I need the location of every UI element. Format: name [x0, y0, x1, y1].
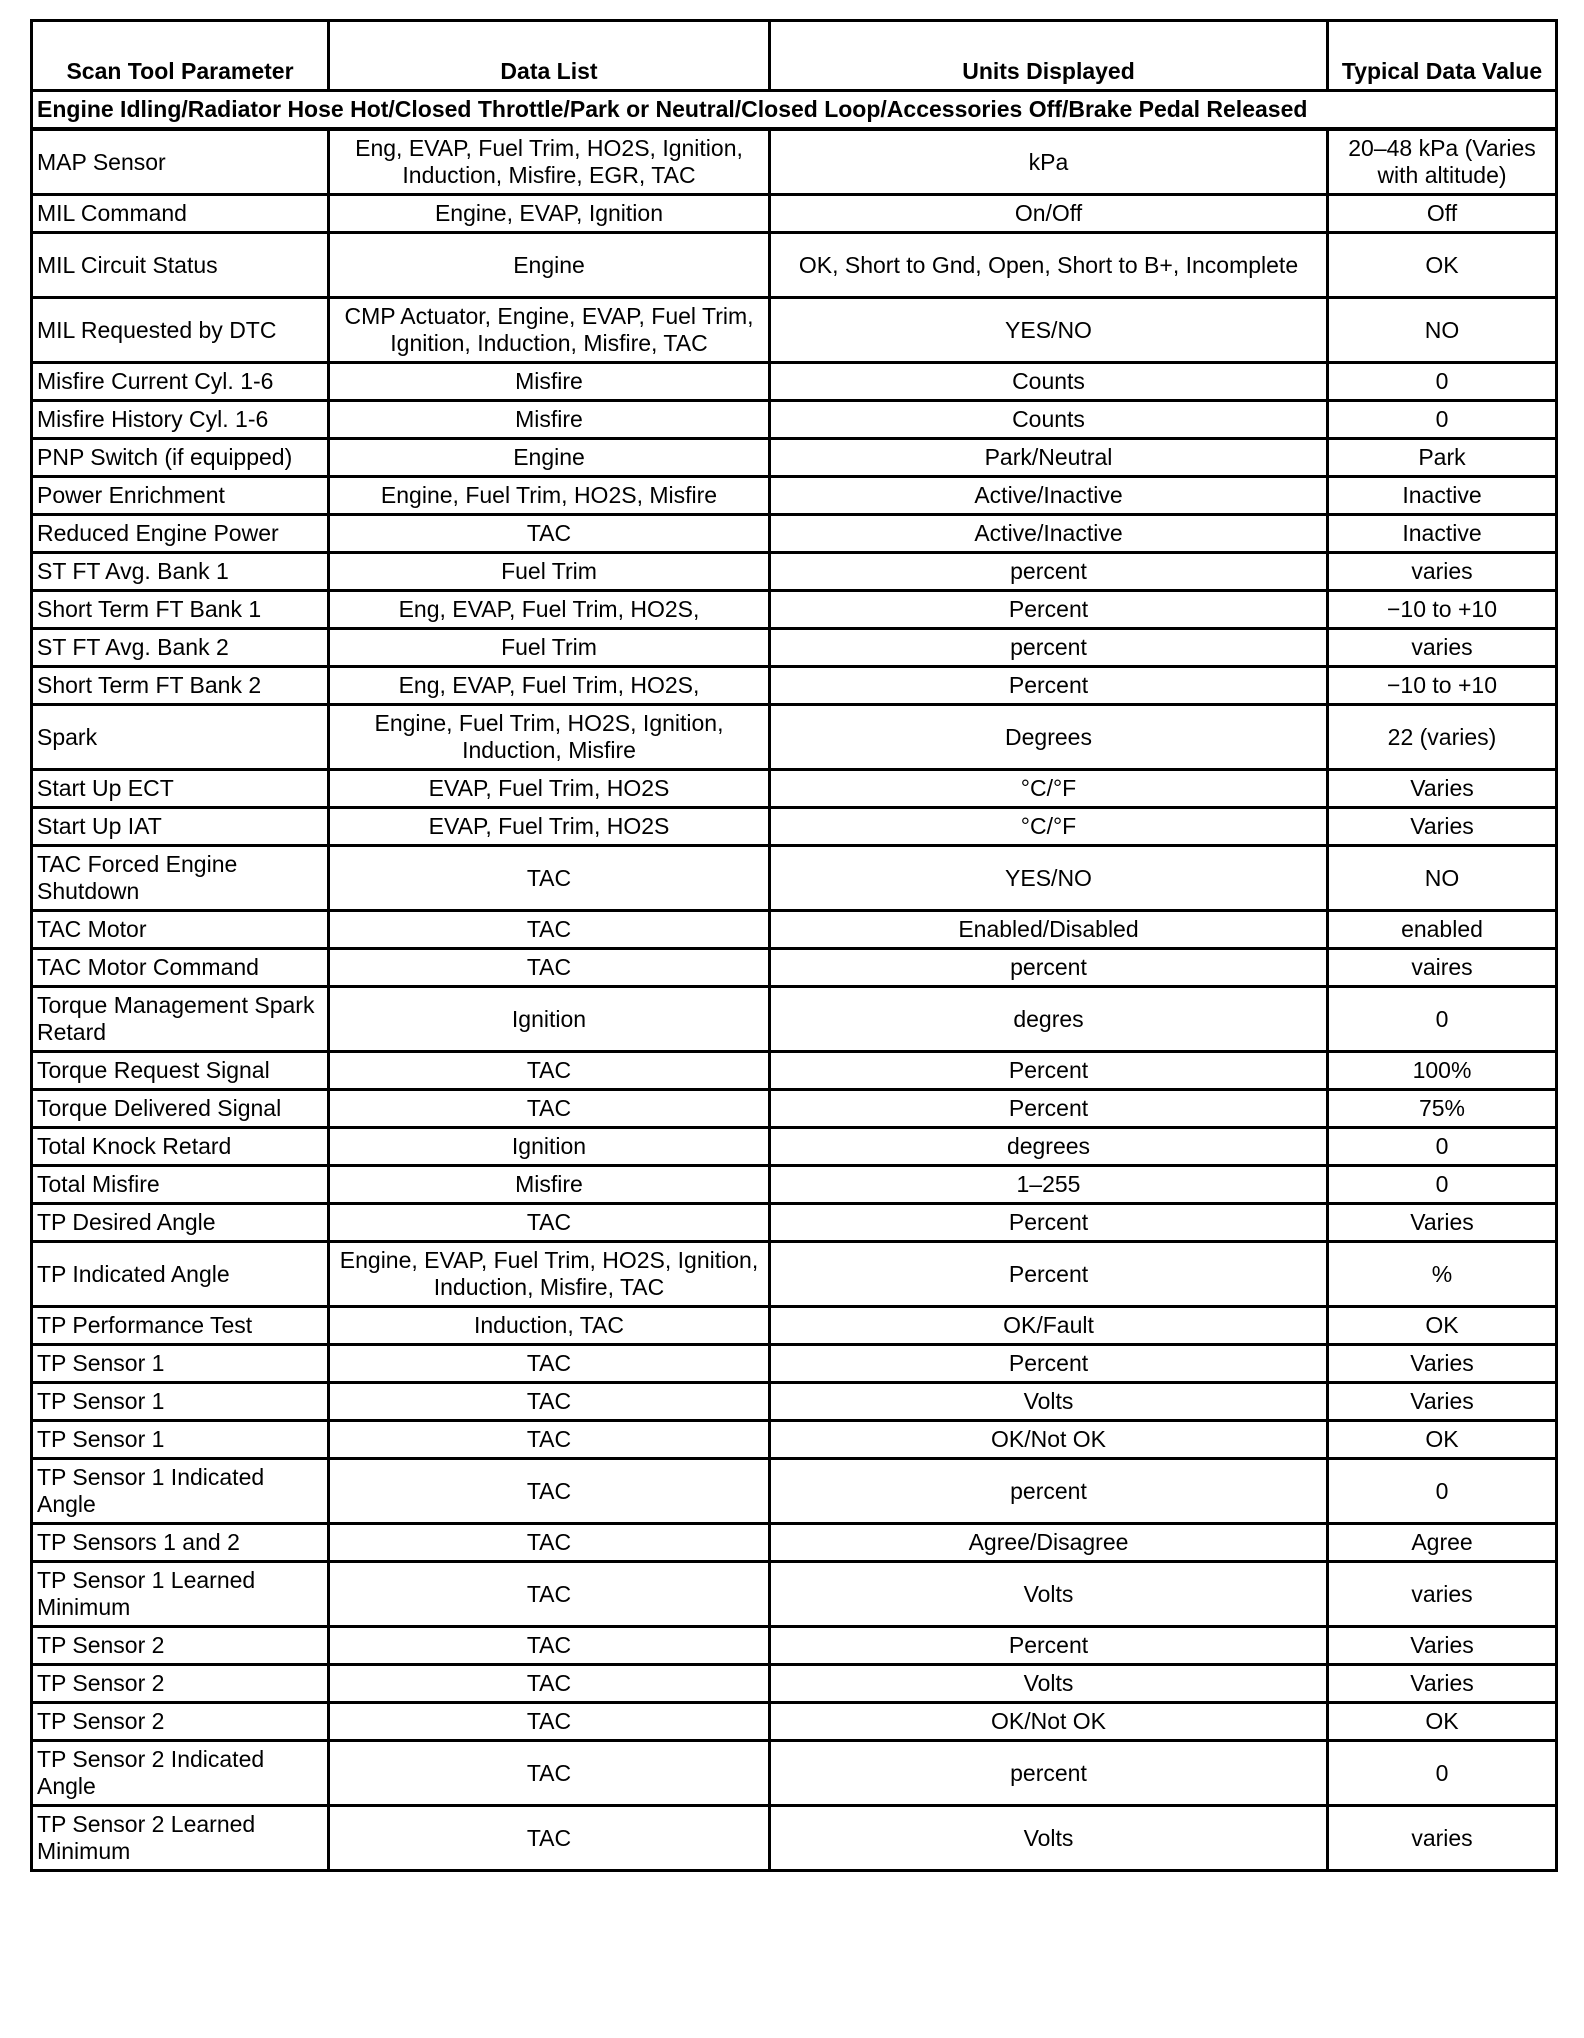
table-row	[32, 1307, 1557, 1345]
typical-value-cell: Inactive	[1328, 477, 1557, 515]
parameter-cell: TP Sensor 2	[32, 1703, 329, 1741]
data-list-cell: Eng, EVAP, Fuel Trim, HO2S,	[329, 667, 770, 705]
data-list-cell: TAC	[329, 1524, 770, 1562]
table-row	[32, 1665, 1557, 1703]
parameter-cell: MIL Requested by DTC	[32, 298, 329, 363]
table-row	[32, 1052, 1557, 1090]
table-row	[32, 1090, 1557, 1128]
data-list-cell: Induction, TAC	[329, 1307, 770, 1345]
parameter-cell: PNP Switch (if equipped)	[32, 439, 329, 477]
units-cell: OK/Not OK	[770, 1421, 1328, 1459]
parameter-cell: Spark	[32, 705, 329, 770]
units-cell: Percent	[770, 667, 1328, 705]
parameter-cell: Short Term FT Bank 1	[32, 591, 329, 629]
table-row	[32, 1128, 1557, 1166]
header-units-displayed: Units Displayed	[770, 21, 1328, 91]
table-row	[32, 667, 1557, 705]
units-cell: kPa	[770, 129, 1328, 195]
typical-value-cell: OK	[1328, 233, 1557, 298]
data-list-cell: TAC	[329, 949, 770, 987]
units-cell: Percent	[770, 1345, 1328, 1383]
data-list-cell: Fuel Trim	[329, 553, 770, 591]
data-list-cell: TAC	[329, 1459, 770, 1524]
typical-value-cell: 22 (varies)	[1328, 705, 1557, 770]
data-list-cell: Misfire	[329, 363, 770, 401]
typical-value-cell: OK	[1328, 1703, 1557, 1741]
units-cell: Percent	[770, 591, 1328, 629]
typical-value-cell: varies	[1328, 1562, 1557, 1627]
table-row	[32, 298, 1557, 363]
table-row	[32, 439, 1557, 477]
data-list-cell: Misfire	[329, 401, 770, 439]
data-list-cell: TAC	[329, 515, 770, 553]
parameter-cell: TP Sensor 2	[32, 1627, 329, 1665]
typical-value-cell: 0	[1328, 1166, 1557, 1204]
typical-value-cell: NO	[1328, 298, 1557, 363]
table-row	[32, 363, 1557, 401]
table-row	[32, 195, 1557, 233]
units-cell: OK, Short to Gnd, Open, Short to B+, Incomplete	[770, 233, 1328, 298]
typical-value-cell: Varies	[1328, 1383, 1557, 1421]
table-row	[32, 1627, 1557, 1665]
typical-value-cell: 75%	[1328, 1090, 1557, 1128]
typical-value-cell: 0	[1328, 363, 1557, 401]
parameter-cell: MIL Circuit Status	[32, 233, 329, 298]
typical-value-cell: varies	[1328, 629, 1557, 667]
data-list-cell: Engine, Fuel Trim, HO2S, Misfire	[329, 477, 770, 515]
units-cell: percent	[770, 949, 1328, 987]
data-list-cell: TAC	[329, 1090, 770, 1128]
typical-value-cell: −10 to +10	[1328, 667, 1557, 705]
typical-value-cell: NO	[1328, 846, 1557, 911]
table-row	[32, 1741, 1557, 1806]
units-cell: On/Off	[770, 195, 1328, 233]
table-row	[32, 629, 1557, 667]
data-list-cell: EVAP, Fuel Trim, HO2S	[329, 808, 770, 846]
parameter-cell: TP Sensor 1	[32, 1383, 329, 1421]
table-row	[32, 129, 1557, 195]
data-list-cell: EVAP, Fuel Trim, HO2S	[329, 770, 770, 808]
data-list-cell: Eng, EVAP, Fuel Trim, HO2S,	[329, 591, 770, 629]
data-list-cell: Engine	[329, 233, 770, 298]
parameter-cell: Total Knock Retard	[32, 1128, 329, 1166]
table-row	[32, 1524, 1557, 1562]
typical-value-cell: vaires	[1328, 949, 1557, 987]
table-row	[32, 1383, 1557, 1421]
units-cell: Percent	[770, 1627, 1328, 1665]
data-list-cell: TAC	[329, 846, 770, 911]
data-list-cell: Engine, EVAP, Ignition	[329, 195, 770, 233]
typical-value-cell: −10 to +10	[1328, 591, 1557, 629]
table-row	[32, 1166, 1557, 1204]
units-cell: Active/Inactive	[770, 515, 1328, 553]
parameter-cell: MAP Sensor	[32, 129, 329, 195]
data-list-cell: Ignition	[329, 987, 770, 1052]
typical-value-cell: 20–48 kPa (Varies with altitude)	[1328, 129, 1557, 195]
data-list-cell: TAC	[329, 1703, 770, 1741]
data-list-cell: TAC	[329, 1741, 770, 1806]
units-cell: Volts	[770, 1562, 1328, 1627]
parameter-cell: TP Sensors 1 and 2	[32, 1524, 329, 1562]
data-list-cell: TAC	[329, 1627, 770, 1665]
table-row	[32, 591, 1557, 629]
section-title: Engine Idling/Radiator Hose Hot/Closed Throttle/Park or Neutral/Closed Loop/Accessories Off/Brake Pedal Released	[32, 91, 1557, 130]
header-typical-data-value: Typical Data Value	[1328, 21, 1557, 91]
table-row	[32, 987, 1557, 1052]
parameter-cell: ST FT Avg. Bank 2	[32, 629, 329, 667]
data-list-cell: TAC	[329, 1806, 770, 1871]
units-cell: percent	[770, 553, 1328, 591]
typical-value-cell: Park	[1328, 439, 1557, 477]
parameter-cell: Torque Management Spark Retard	[32, 987, 329, 1052]
data-list-cell: Engine, EVAP, Fuel Trim, HO2S, Ignition, Induction, Misfire, TAC	[329, 1242, 770, 1307]
units-cell: degres	[770, 987, 1328, 1052]
data-list-cell: Engine, Fuel Trim, HO2S, Ignition, Induction, Misfire	[329, 705, 770, 770]
table-row	[32, 1459, 1557, 1524]
table-row	[32, 1242, 1557, 1307]
parameter-cell: TP Sensor 1	[32, 1345, 329, 1383]
parameter-cell: Power Enrichment	[32, 477, 329, 515]
typical-value-cell: Varies	[1328, 1345, 1557, 1383]
units-cell: OK/Not OK	[770, 1703, 1328, 1741]
parameter-cell: Misfire Current Cyl. 1-6	[32, 363, 329, 401]
table-row	[32, 1703, 1557, 1741]
units-cell: Counts	[770, 363, 1328, 401]
section-title-row	[32, 91, 1557, 130]
parameter-cell: MIL Command	[32, 195, 329, 233]
units-cell: percent	[770, 629, 1328, 667]
typical-value-cell: Varies	[1328, 1627, 1557, 1665]
units-cell: YES/NO	[770, 846, 1328, 911]
data-list-cell: TAC	[329, 1052, 770, 1090]
units-cell: Volts	[770, 1665, 1328, 1703]
table-row	[32, 1806, 1557, 1871]
parameter-cell: Torque Delivered Signal	[32, 1090, 329, 1128]
table-row	[32, 1345, 1557, 1383]
header-scan-tool-parameter: Scan Tool Parameter	[32, 21, 329, 91]
parameter-cell: TP Sensor 2	[32, 1665, 329, 1703]
typical-value-cell: Off	[1328, 195, 1557, 233]
parameter-cell: TP Desired Angle	[32, 1204, 329, 1242]
units-cell: Counts	[770, 401, 1328, 439]
table-row	[32, 553, 1557, 591]
data-list-cell: TAC	[329, 1383, 770, 1421]
data-list-cell: CMP Actuator, Engine, EVAP, Fuel Trim, Ignition, Induction, Misfire, TAC	[329, 298, 770, 363]
data-list-cell: Fuel Trim	[329, 629, 770, 667]
typical-value-cell: Inactive	[1328, 515, 1557, 553]
parameter-cell: TP Performance Test	[32, 1307, 329, 1345]
parameter-cell: TP Sensor 2 Indicated Angle	[32, 1741, 329, 1806]
units-cell: Active/Inactive	[770, 477, 1328, 515]
units-cell: Enabled/Disabled	[770, 911, 1328, 949]
data-list-cell: Ignition	[329, 1128, 770, 1166]
data-list-cell: TAC	[329, 1345, 770, 1383]
parameter-cell: TP Sensor 1	[32, 1421, 329, 1459]
units-cell: °C/°F	[770, 770, 1328, 808]
table-row	[32, 515, 1557, 553]
typical-value-cell: 0	[1328, 1128, 1557, 1166]
parameter-cell: Total Misfire	[32, 1166, 329, 1204]
parameter-cell: TAC Forced Engine Shutdown	[32, 846, 329, 911]
table-row	[32, 1562, 1557, 1627]
units-cell: Degrees	[770, 705, 1328, 770]
typical-value-cell: 100%	[1328, 1052, 1557, 1090]
typical-value-cell: 0	[1328, 1741, 1557, 1806]
typical-value-cell: 0	[1328, 987, 1557, 1052]
typical-value-cell: 0	[1328, 1459, 1557, 1524]
typical-value-cell: Varies	[1328, 770, 1557, 808]
units-cell: Park/Neutral	[770, 439, 1328, 477]
parameter-cell: TP Sensor 2 Learned Minimum	[32, 1806, 329, 1871]
parameter-cell: Misfire History Cyl. 1-6	[32, 401, 329, 439]
table-row	[32, 1204, 1557, 1242]
parameter-cell: Short Term FT Bank 2	[32, 667, 329, 705]
parameter-cell: TP Indicated Angle	[32, 1242, 329, 1307]
table-row	[32, 808, 1557, 846]
table-row	[32, 233, 1557, 298]
units-cell: Percent	[770, 1204, 1328, 1242]
data-list-cell: Misfire	[329, 1166, 770, 1204]
parameter-cell: TAC Motor	[32, 911, 329, 949]
parameter-cell: ST FT Avg. Bank 1	[32, 553, 329, 591]
parameter-cell: Torque Request Signal	[32, 1052, 329, 1090]
table-row	[32, 1421, 1557, 1459]
table-row	[32, 770, 1557, 808]
units-cell: degrees	[770, 1128, 1328, 1166]
typical-value-cell: OK	[1328, 1307, 1557, 1345]
data-list-cell: TAC	[329, 1665, 770, 1703]
parameter-cell: TP Sensor 1 Learned Minimum	[32, 1562, 329, 1627]
header-data-list: Data List	[329, 21, 770, 91]
typical-value-cell: OK	[1328, 1421, 1557, 1459]
typical-value-cell: varies	[1328, 1806, 1557, 1871]
typical-value-cell: Varies	[1328, 1665, 1557, 1703]
units-cell: Percent	[770, 1090, 1328, 1128]
data-list-cell: TAC	[329, 1562, 770, 1627]
table-row	[32, 477, 1557, 515]
table-row	[32, 911, 1557, 949]
parameter-cell: TAC Motor Command	[32, 949, 329, 987]
typical-value-cell: varies	[1328, 553, 1557, 591]
units-cell: Agree/Disagree	[770, 1524, 1328, 1562]
parameter-cell: Start Up IAT	[32, 808, 329, 846]
table-row	[32, 705, 1557, 770]
units-cell: Volts	[770, 1806, 1328, 1871]
scan-tool-data-table	[30, 19, 1558, 1872]
units-cell: Volts	[770, 1383, 1328, 1421]
parameter-cell: Reduced Engine Power	[32, 515, 329, 553]
data-list-cell: TAC	[329, 1204, 770, 1242]
data-list-cell: TAC	[329, 911, 770, 949]
typical-value-cell: 0	[1328, 401, 1557, 439]
units-cell: Percent	[770, 1242, 1328, 1307]
units-cell: Percent	[770, 1052, 1328, 1090]
data-list-cell: Engine	[329, 439, 770, 477]
data-list-cell: TAC	[329, 1421, 770, 1459]
table-header-row	[32, 21, 1557, 91]
units-cell: °C/°F	[770, 808, 1328, 846]
typical-value-cell: Agree	[1328, 1524, 1557, 1562]
units-cell: 1–255	[770, 1166, 1328, 1204]
units-cell: percent	[770, 1459, 1328, 1524]
data-list-cell: Eng, EVAP, Fuel Trim, HO2S, Ignition, Induction, Misfire, EGR, TAC	[329, 129, 770, 195]
parameter-cell: TP Sensor 1 Indicated Angle	[32, 1459, 329, 1524]
typical-value-cell: Varies	[1328, 808, 1557, 846]
units-cell: YES/NO	[770, 298, 1328, 363]
typical-value-cell: enabled	[1328, 911, 1557, 949]
table-row	[32, 846, 1557, 911]
typical-value-cell: Varies	[1328, 1204, 1557, 1242]
table-row	[32, 949, 1557, 987]
table-row	[32, 401, 1557, 439]
typical-value-cell: %	[1328, 1242, 1557, 1307]
parameter-cell: Start Up ECT	[32, 770, 329, 808]
units-cell: OK/Fault	[770, 1307, 1328, 1345]
units-cell: percent	[770, 1741, 1328, 1806]
